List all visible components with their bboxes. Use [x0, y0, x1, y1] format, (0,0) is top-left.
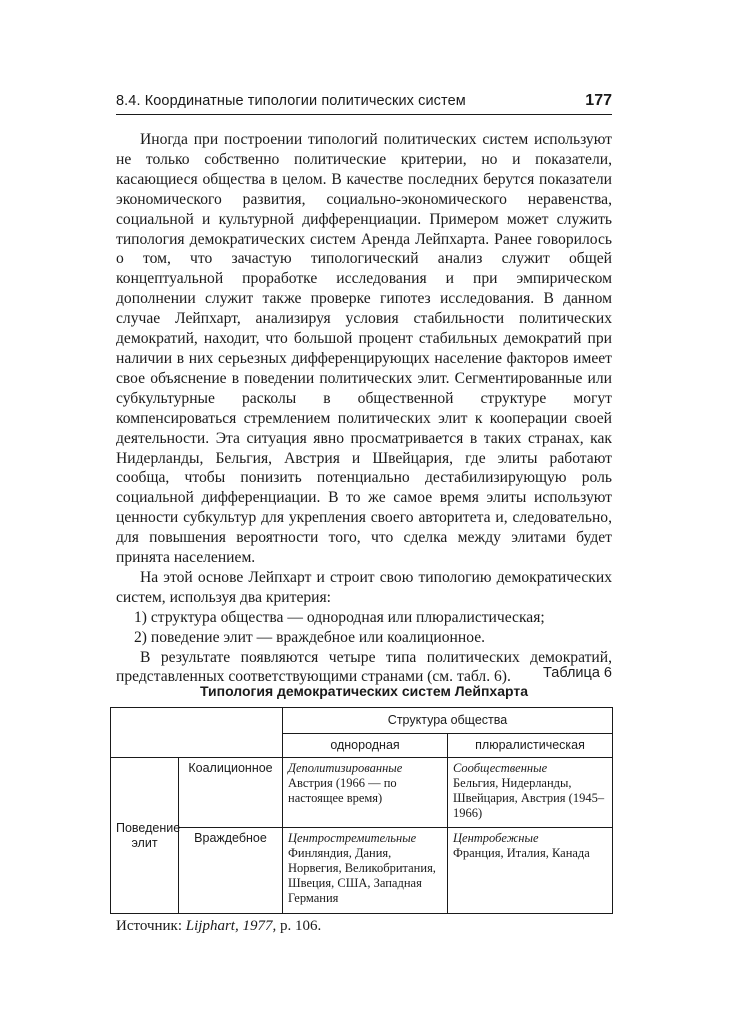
cell-type-title: Центробежные — [453, 831, 539, 845]
cell-countries: Финляндия, Дания, Норвегия, Великобритания, Швеция, США, Западная Германия — [288, 846, 436, 905]
table-cell — [448, 758, 613, 828]
source-label: Источник: — [116, 918, 183, 934]
col-group-header: Структура общества — [283, 708, 613, 734]
running-header — [116, 92, 612, 115]
col-header-plural: плюралистическая — [448, 734, 613, 758]
col-header-homogeneous: однородная — [283, 734, 448, 758]
table-title: Типология демократических систем Лейпхарта — [199, 683, 528, 699]
source-note — [116, 918, 612, 935]
row-header-hostile: Враждебное — [179, 828, 283, 914]
main-text — [116, 130, 612, 687]
paragraph: В результате появляются четыре типа политических демократий, представленных соответствующими странами (см. табл. 6). — [116, 648, 612, 686]
table-cell — [283, 758, 448, 828]
row-header-coalition: Коалиционное — [179, 758, 283, 828]
cell-type-title: Сообщественные — [453, 761, 548, 775]
cell-countries: Бельгия, Нидерланды, Швейцария, Австрия (1945–1966) — [453, 776, 605, 820]
criteria-item: 1) структура общества — однородная или плюралистическая; — [134, 608, 545, 626]
criteria-item: 2) поведение элит — враждебное или коалиционное. — [134, 628, 486, 646]
cell-countries: Франция, Италия, Канада — [453, 846, 590, 860]
running-header-title: 8.4. Координатные типологии политических систем — [116, 93, 466, 109]
source-page: p. 106. — [279, 918, 322, 934]
page-number: 177 — [585, 92, 612, 109]
cell-type-title: Деполитизированные — [288, 761, 403, 775]
typology-table — [110, 707, 613, 914]
table-cell — [448, 828, 613, 914]
paragraph: Иногда при построении типологий политических систем используют не только собственно политические критерии, но и показатели, касающиеся общества в целом. В качестве последних берутся показатели экономического развития, социально-экономического неравенства, социальной и культурной дифференциации. Примером может служить типология демократических систем Аренда Лейпхарта. Ранее говорилось о том, что зачастую типологический анализ служит общей концептуальной проработке исследования и при эмпирическом дополнении служит также проверке гипотез исследования. В данном случае Лейпхарт, анализируя условия стабильности политических демократий, находит, что большой процент стабильных демократий при наличии в них серьезных дифференцирующих население факторов имеет свое объяснение в поведении политических элит. Сегментированные или субкультурные расколы в общественной структуре могут компенсироваться стремлением политических элит к кооперации своей деятельности. Эта ситуация явно просматривается в таких странах, как Нидерланды, Бельгия, Австрия и Швейцария, где элиты работают сообща, чтобы понизить потенциально дестабилизирующую роль социальной дифференциации. В то же самое время элиты используют ценности субкультур для укрепления своего авторитета и, следовательно, для повышения вероятности того, что сделка между элитами будет принята населением. — [116, 131, 612, 567]
row-group-header: Поведение элит — [111, 758, 179, 914]
table-caption: Таблица 6 — [543, 665, 612, 681]
table-corner-cell — [111, 708, 283, 758]
cell-countries: Австрия (1966 — по настоящее время) — [288, 776, 397, 805]
source-citation: Lijphart, 1977, — [185, 918, 277, 934]
paragraph: На этой основе Лейпхарт и строит свою типологию демократических систем, используя два критерия: — [116, 568, 612, 606]
table-cell — [283, 828, 448, 914]
cell-type-title: Центростремительные — [288, 831, 417, 845]
